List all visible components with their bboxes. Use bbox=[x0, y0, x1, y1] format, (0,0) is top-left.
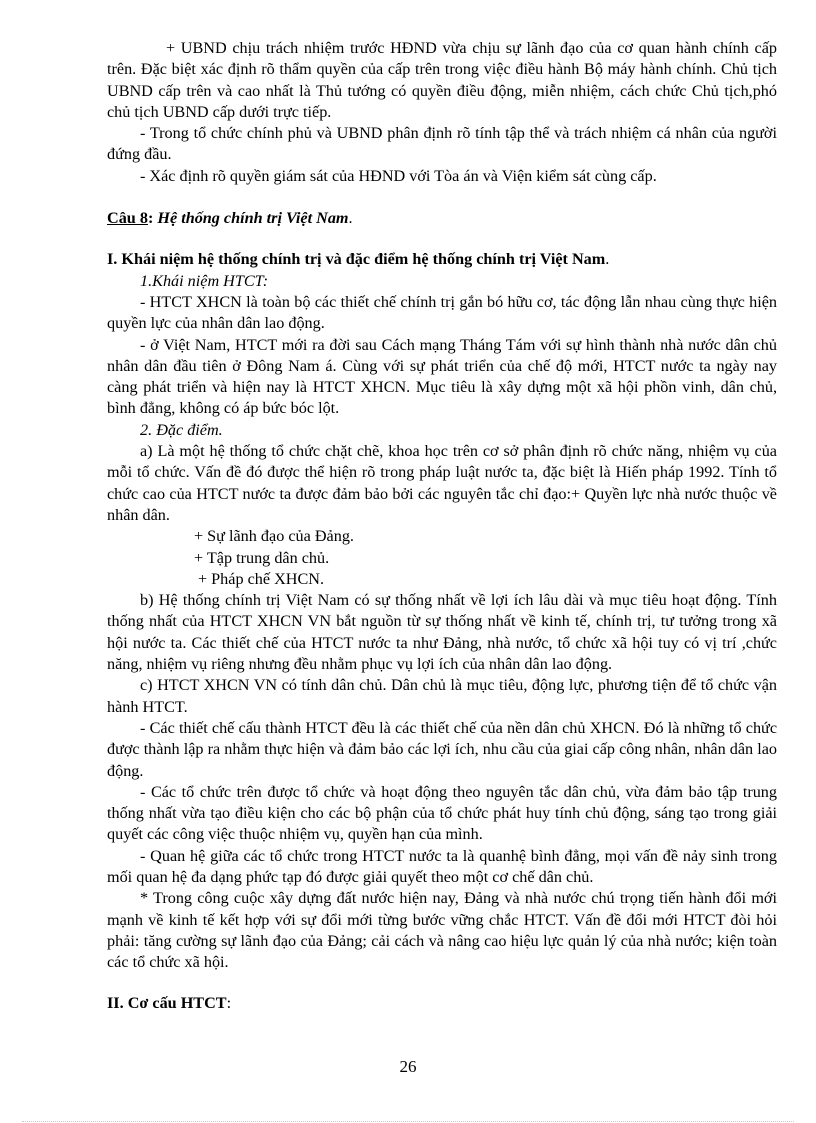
paragraph-ubnd-responsibility: + UBND chịu trách nhiệm trước HĐND vừa chịu sự lãnh đạo của cơ quan hành chính cấp trên. Đặc biệt xác định rõ thẩm quyền của cấp trên trong việc điều hành Bộ máy hành chính. Chủ tịch UBND cấp trên và cao nhất là Thủ tướng có quyền điều động, miễn nhiệm, cách chức Chủ tịch,phó chủ tịch UBND cấp dưới trực tiếp. bbox=[107, 39, 777, 121]
paragraph-feature-c-item: - Quan hệ giữa các tổ chức trong HTCT nước ta là quanhệ bình đẳng, mọi vấn đề nảy sinh trong mối quan hệ đa dạng phức tạp đó được giải quyết theo một cơ chế dân chủ. bbox=[107, 846, 777, 886]
page-number: 26 bbox=[399, 1057, 417, 1076]
paragraph-feature-a: a) Là một hệ thống tổ chức chặt chẽ, khoa học trên cơ sở phân định rõ chức năng, nhiệm vụ của mỗi tổ chức. Vấn đề đó được thể hiện rõ trong pháp luật nước ta, đặc biệt là Hiến pháp 1992. Tính tổ chức cao của HTCT nước ta được đảm bảo bởi các nguyên tắc chỉ đạo:+ Quyền lực nhà nước thuộc về nhân dân. bbox=[107, 442, 777, 524]
principle-item: + Tập trung dân chủ. bbox=[194, 548, 330, 567]
paragraph-supervision-rights: - Xác định rõ quyền giám sát của HĐND với Tòa án và Viện kiểm sát cùng cấp. bbox=[140, 166, 657, 185]
paragraph-feature-c-item: - Các thiết chế cấu thành HTCT đều là các thiết chế của nền dân chủ XHCN. Đó là những tổ chức được thành lập ra nhằm thực hiện và đảm bảo các lợi ích, nhu cầu của giai cấp công nhân, nhân dân lao động. bbox=[107, 718, 777, 780]
paragraph-htct-definition: - HTCT XHCN là toàn bộ các thiết chế chính trị gắn bó hữu cơ, tác động lẫn nhau cùng thực hiện quyền lực của nhân dân lao động. bbox=[107, 292, 777, 333]
section-2-heading bbox=[107, 993, 777, 1014]
paragraph-collective-responsibility: - Trong tổ chức chính phủ và UBND phân định rõ tính tập thể và trách nhiệm cá nhân của người đứng đầu. bbox=[107, 124, 777, 164]
question-8-heading bbox=[107, 208, 777, 229]
paragraph-feature-c: c) HTCT XHCN VN có tính dân chủ. Dân chủ là mục tiêu, động lực, phương tiện để tổ chức vận hành HTCT. bbox=[107, 676, 777, 716]
page-bottom-divider bbox=[22, 1121, 794, 1122]
paragraph-feature-c-item: - Các tổ chức trên được tổ chức và hoạt động theo nguyên tắc dân chủ, vừa đảm bảo tập trung thống nhất vừa tạo điều kiện cho các bộ phận của tổ chức phát huy tính chủ động, sáng tạo trong giải quyết các công việc thuộc nhiệm vụ, quyền hạn của mình. bbox=[107, 782, 777, 844]
section-1-heading bbox=[107, 249, 777, 270]
principle-item: + Pháp chế XHCN. bbox=[198, 569, 325, 588]
question-colon: : bbox=[147, 209, 154, 228]
page-content bbox=[107, 38, 777, 1015]
question-label: Câu 8 bbox=[107, 209, 148, 228]
subsection-1-title: 1.Khái niệm HTCT: bbox=[140, 271, 269, 290]
question-title: Hệ thống chính trị Việt Nam bbox=[157, 209, 349, 228]
paragraph-feature-b: b) Hệ thống chính trị Việt Nam có sự thống nhất về lợi ích lâu dài và mục tiêu hoạt động. Tính thống nhất của HTCT XHCN VN bắt nguồn từ sự thống nhất về kinh tế, chính trị, tư tưởng trong xã hội nước ta. Các thiết chế của HTCT nước ta như Đảng, nhà nước, tổ chức xã hội tuy có vị trí ,chức năng, nhiệm vụ riêng nhưng đều nhằm phục vụ lợi ích của nhân dân lao động. bbox=[107, 591, 777, 674]
paragraph-renewal-note: * Trong công cuộc xây dựng đất nước hiện nay, Đảng và nhà nước chú trọng tiến hành đổi mới mạnh về kinh tế kết hợp với sự đổi mới từng bước vững chắc HTCT. Vấn đề đổi mới HTCT đòi hỏi phải: tăng cường sự lãnh đạo của Đảng; cải cách và nâng cao hiệu lực quản lý của nhà nước; kiện toàn các tổ chức xã hội. bbox=[107, 889, 777, 972]
principle-item: + Sự lãnh đạo của Đảng. bbox=[194, 527, 354, 546]
section-1-heading-text: I. Khái niệm hệ thống chính trị và đặc điểm hệ thống chính trị Việt Nam bbox=[107, 250, 606, 269]
subsection-2-title: 2. Đặc điểm. bbox=[140, 420, 223, 439]
question-period: . bbox=[348, 209, 353, 228]
paragraph-htct-vietnam: - ở Việt Nam, HTCT mới ra đời sau Cách mạng Tháng Tám với sự hình thành nhà nước dân chủ nhân dân đầu tiên ở Đông Nam á. Cùng với sự phát triển của chế độ mới, HTCT nước ta ngày nay càng phát triển và hiện nay là HTCT XHCN. Mục tiêu là xây dựng một xã hội phồn vinh, dân chủ, bình đẳng, không có áp bức bóc lột. bbox=[107, 335, 777, 418]
section-2-heading-colon: : bbox=[226, 994, 232, 1013]
section-2-heading-text: II. Cơ cấu HTCT bbox=[107, 994, 227, 1013]
section-1-heading-period: . bbox=[605, 250, 610, 269]
